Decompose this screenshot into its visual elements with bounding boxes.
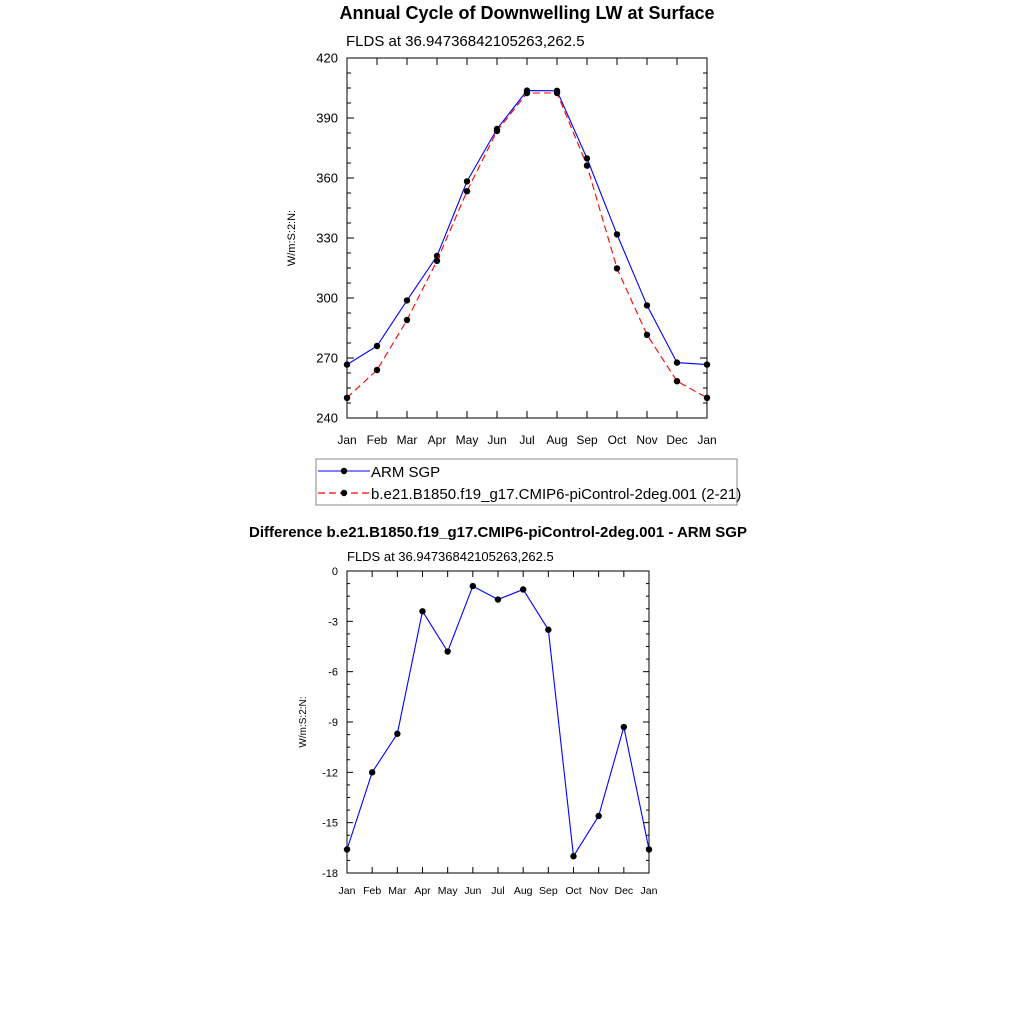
- chart2-y-tick-label: -18: [322, 867, 338, 880]
- chart1-series-0-point: [374, 343, 380, 349]
- chart1-series-0-point: [674, 359, 680, 365]
- chart2-y-tick-label: -6: [328, 666, 338, 679]
- chart1-subtitle: FLDS at 36.94736842105263,262.5: [346, 33, 585, 50]
- chart1-series-1-point: [554, 90, 560, 96]
- chart2-series-0-point: [646, 846, 652, 852]
- chart2-title: Difference b.e21.B1850.f19_g17.CMIP6-piControl-2deg.001 - ARM SGP: [249, 524, 747, 541]
- chart1-y-tick-label: 270: [316, 350, 338, 366]
- chart2-y-tick-label: -15: [322, 817, 338, 830]
- chart2-series: [344, 583, 652, 860]
- chart2-series-0-point: [369, 769, 375, 775]
- chart1-x-tick-label: Jan: [697, 433, 717, 447]
- chart2-series-0-point: [520, 586, 526, 592]
- chart1-series-1-point: [494, 128, 500, 134]
- chart1-series-1-point: [704, 395, 710, 401]
- chart1-y-tick-label: 240: [316, 410, 338, 426]
- chart1-series-1-point: [584, 162, 590, 168]
- chart2-ticks: [347, 571, 649, 873]
- chart2-series-line-0: [347, 586, 649, 856]
- chart2-y-tick-label: -9: [328, 716, 338, 729]
- chart1-y-tick-label: 330: [316, 230, 338, 246]
- chart1-series-0-point: [464, 178, 470, 184]
- chart2-x-tick-label: Jul: [491, 885, 505, 897]
- chart2-subtitle: FLDS at 36.94736842105263,262.5: [347, 549, 554, 564]
- chart1-y-tick-label: 360: [316, 170, 338, 186]
- chart2-x-tick-label: Jun: [464, 885, 482, 897]
- chart2-series-0-point: [470, 583, 476, 589]
- chart1-series-0-point: [704, 361, 710, 367]
- chart1-plot-frame: [347, 58, 707, 418]
- chart1-series-1-point: [434, 258, 440, 264]
- chart1-title: Annual Cycle of Downwelling LW at Surface: [339, 3, 715, 23]
- chart1-series-0-point: [614, 231, 620, 237]
- chart2-x-tick-label: Dec: [614, 885, 634, 897]
- chart1-x-tick-label: Oct: [607, 433, 627, 447]
- chart2-y-axis-label: W/m:S:2:N:: [298, 696, 309, 748]
- chart2-series-0-point: [344, 846, 350, 852]
- annual-cycle-chart: [286, 3, 741, 505]
- chart1-x-tick-label: Nov: [636, 433, 658, 447]
- chart1-legend: [316, 459, 741, 505]
- chart2-tick-labels: [322, 566, 658, 897]
- chart1-series-1-point: [464, 188, 470, 194]
- chart2-series-0-point: [595, 813, 601, 819]
- chart1-series-line-1: [347, 93, 707, 398]
- chart1-x-tick-label: Apr: [427, 433, 447, 447]
- chart2-x-tick-label: Mar: [388, 885, 407, 897]
- legend-marker-arm-sgp: [341, 468, 347, 474]
- chart1-series-1-point: [404, 317, 410, 323]
- chart2-series-0-point: [621, 724, 627, 730]
- chart1-series-0-point: [644, 302, 650, 308]
- chart1-series: [344, 87, 710, 401]
- chart2-x-tick-label: Jan: [640, 885, 658, 897]
- chart1-x-tick-label: Dec: [666, 433, 688, 447]
- chart1-series-0-point: [584, 155, 590, 161]
- chart2-series-0-point: [570, 853, 576, 859]
- chart2-series-0-point: [545, 627, 551, 633]
- chart2-plot-frame: [347, 571, 649, 873]
- chart1-y-axis-label: W/m:S:2:N:: [286, 209, 298, 267]
- chart1-x-tick-label: Feb: [366, 433, 388, 447]
- chart1-series-1-point: [614, 265, 620, 271]
- chart1-x-tick-label: Jul: [519, 433, 535, 447]
- chart1-series-0-point: [344, 361, 350, 367]
- chart2-x-tick-label: Jan: [338, 885, 356, 897]
- chart1-x-tick-label: Jan: [337, 433, 357, 447]
- chart1-y-tick-label: 420: [316, 50, 338, 66]
- chart1-series-1-point: [674, 378, 680, 384]
- chart1-series-1-point: [344, 395, 350, 401]
- chart1-ticks: [347, 58, 707, 418]
- chart2-x-tick-label: May: [437, 885, 458, 897]
- chart1-tick-labels: [316, 51, 716, 447]
- difference-chart: [249, 524, 747, 897]
- chart1-series-line-0: [347, 91, 707, 365]
- legend-marker-model: [341, 490, 347, 496]
- chart2-y-tick-label: -12: [322, 767, 338, 780]
- chart2-x-tick-label: Sep: [538, 885, 558, 897]
- chart1-x-tick-label: Aug: [546, 433, 568, 447]
- chart1-series-0-point: [404, 297, 410, 303]
- chart2-x-tick-label: Apr: [414, 885, 431, 897]
- chart1-x-tick-label: Sep: [576, 433, 598, 447]
- legend-label-arm-sgp: ARM SGP: [371, 464, 441, 481]
- chart2-x-tick-label: Aug: [513, 885, 533, 897]
- legend-label-model: b.e21.B1850.f19_g17.CMIP6-piControl-2deg.001 (2-21): [371, 486, 742, 503]
- chart1-x-tick-label: May: [455, 433, 479, 447]
- chart1-series-1-point: [374, 367, 380, 373]
- chart2-x-tick-label: Oct: [565, 885, 582, 897]
- chart2-x-tick-label: Nov: [589, 885, 609, 897]
- chart2-series-0-point: [419, 608, 425, 614]
- chart2-series-0-point: [495, 596, 501, 602]
- chart2-x-tick-label: Feb: [363, 885, 382, 897]
- chart2-y-tick-label: -3: [328, 616, 338, 629]
- chart2-series-0-point: [444, 648, 450, 654]
- chart1-y-tick-label: 300: [316, 290, 338, 306]
- chart1-y-tick-label: 390: [316, 110, 338, 126]
- chart2-series-0-point: [394, 731, 400, 737]
- chart1-x-tick-label: Mar: [396, 433, 418, 447]
- chart1-x-tick-label: Jun: [487, 433, 507, 447]
- chart1-series-1-point: [644, 332, 650, 338]
- chart2-y-tick-label: 0: [331, 565, 338, 578]
- chart1-series-1-point: [524, 90, 530, 96]
